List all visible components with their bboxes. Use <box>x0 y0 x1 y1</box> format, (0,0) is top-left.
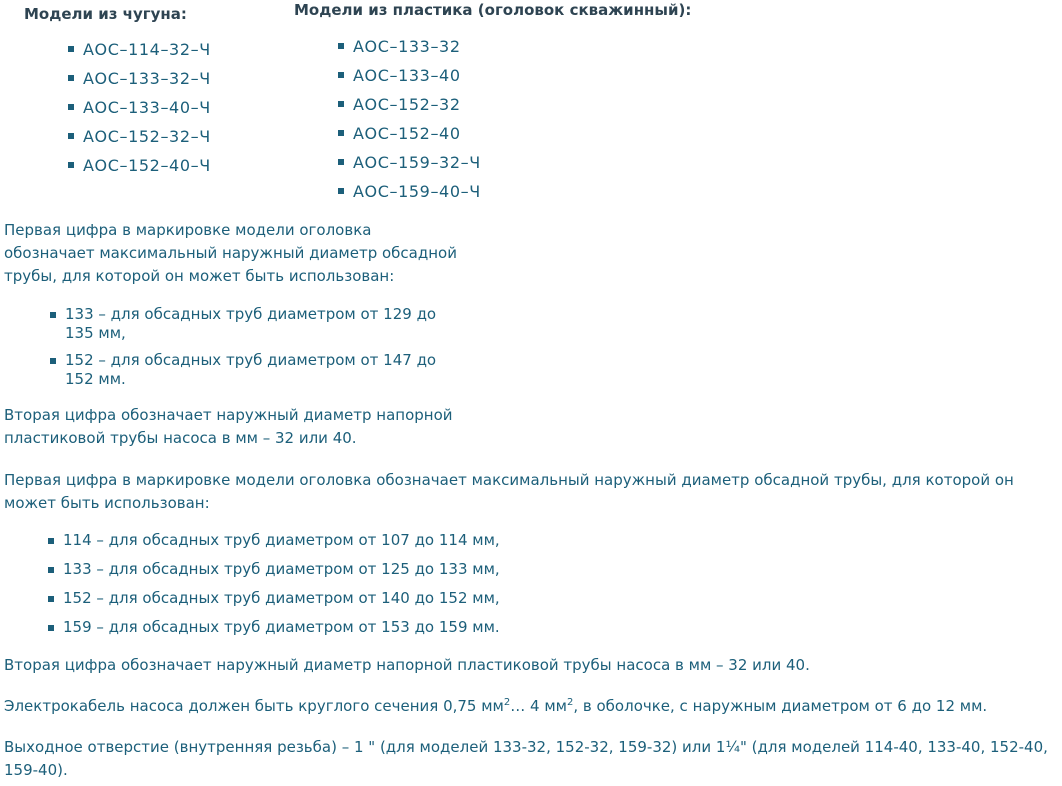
square-bullet-icon <box>50 358 56 364</box>
section2-second-digit: Вторая цифра обозначает наружный диаметр напорной пластиковой трубы насоса в мм – 32 или 40. <box>4 656 810 674</box>
list-item <box>68 40 211 69</box>
model-label: АОС–152–32 <box>353 95 461 114</box>
model-label: АОС–159–40–Ч <box>353 182 481 201</box>
square-bullet-icon <box>68 133 74 139</box>
list-item <box>338 124 481 153</box>
superscript: 2 <box>566 697 574 708</box>
cast-iron-heading: Модели из чугуна: <box>24 5 187 23</box>
plastic-models-list <box>338 37 481 211</box>
list-item <box>48 589 500 618</box>
cast-iron-models-list <box>68 40 211 185</box>
superscript: 2 <box>503 697 511 708</box>
square-bullet-icon <box>338 130 344 136</box>
list-item <box>338 95 481 124</box>
section2-diameter-list <box>48 531 500 647</box>
model-label: АОС–114–32–Ч <box>83 40 211 59</box>
diameter-note: 152 – для обсадных труб диаметром от 147 до 152 мм. <box>65 351 437 388</box>
model-label: АОС–159–32–Ч <box>353 153 481 172</box>
section1-diameter-list <box>50 305 451 397</box>
plastic-heading: Модели из пластика (оголовок скважинный): <box>294 1 692 19</box>
list-item <box>50 305 451 343</box>
list-item <box>338 37 481 66</box>
section1-intro: Первая цифра в маркировке модели оголовка обозначает максимальный наружный диаметр обсадной трубы, для которой он может быть использован: <box>4 221 457 285</box>
section1-second-digit: Вторая цифра обозначает наружный диаметр напорной пластиковой трубы насоса в мм – 32 или 40. <box>4 406 453 447</box>
diameter-note: 133 – для обсадных труб диаметром от 129 до 135 мм, <box>65 305 437 342</box>
list-item <box>48 531 500 560</box>
square-bullet-icon <box>48 625 54 631</box>
model-label: АОС–133–40–Ч <box>83 98 211 117</box>
square-bullet-icon <box>48 596 54 602</box>
square-bullet-icon <box>338 159 344 165</box>
model-label: АОС–152–32–Ч <box>83 127 211 146</box>
list-item <box>50 351 451 389</box>
list-item <box>68 98 211 127</box>
square-bullet-icon <box>68 104 74 110</box>
square-bullet-icon <box>68 46 74 52</box>
diameter-note: 159 – для обсадных труб диаметром от 153 до 159 мм. <box>63 618 500 636</box>
square-bullet-icon <box>338 101 344 107</box>
list-item <box>48 618 500 647</box>
square-bullet-icon <box>68 75 74 81</box>
diameter-note: 152 – для обсадных труб диаметром от 140 до 152 мм, <box>63 589 500 607</box>
cable-text-1: Электрокабель насоса должен быть круглого сечения 0,75 мм <box>4 697 504 715</box>
square-bullet-icon <box>68 162 74 168</box>
section2-intro: Первая цифра в маркировке модели оголовка обозначает максимальный наружный диаметр обсадной трубы, для которой он может быть использован: <box>4 471 1014 512</box>
cable-text-2: … 4 мм <box>510 697 567 715</box>
list-item <box>338 153 481 182</box>
square-bullet-icon <box>338 72 344 78</box>
diameter-note: 114 – для обсадных труб диаметром от 107 до 114 мм, <box>63 531 500 549</box>
square-bullet-icon <box>50 312 56 318</box>
list-item <box>68 127 211 156</box>
cable-text-3: , в оболочке, с наружным диаметром от 6 до 12 мм. <box>573 697 988 715</box>
diameter-note: 133 – для обсадных труб диаметром от 125 до 133 мм, <box>63 560 500 578</box>
outlet-spec: Выходное отверстие (внутренняя резьба) – 1 " (для моделей 133-32, 152-32, 159-32) или 1¼" (для моделей 114-40, 133-40, 152-40, 159-40). <box>4 738 1048 779</box>
square-bullet-icon <box>48 538 54 544</box>
cable-spec <box>4 695 1060 718</box>
list-item <box>338 66 481 95</box>
square-bullet-icon <box>338 43 344 49</box>
square-bullet-icon <box>48 567 54 573</box>
model-label: АОС–152–40–Ч <box>83 156 211 175</box>
model-label: АОС–152–40 <box>353 124 461 143</box>
square-bullet-icon <box>338 188 344 194</box>
model-label: АОС–133–32 <box>353 37 461 56</box>
list-item <box>48 560 500 589</box>
list-item <box>68 156 211 185</box>
model-label: АОС–133–32–Ч <box>83 69 211 88</box>
model-label: АОС–133–40 <box>353 66 461 85</box>
list-item <box>68 69 211 98</box>
list-item <box>338 182 481 211</box>
